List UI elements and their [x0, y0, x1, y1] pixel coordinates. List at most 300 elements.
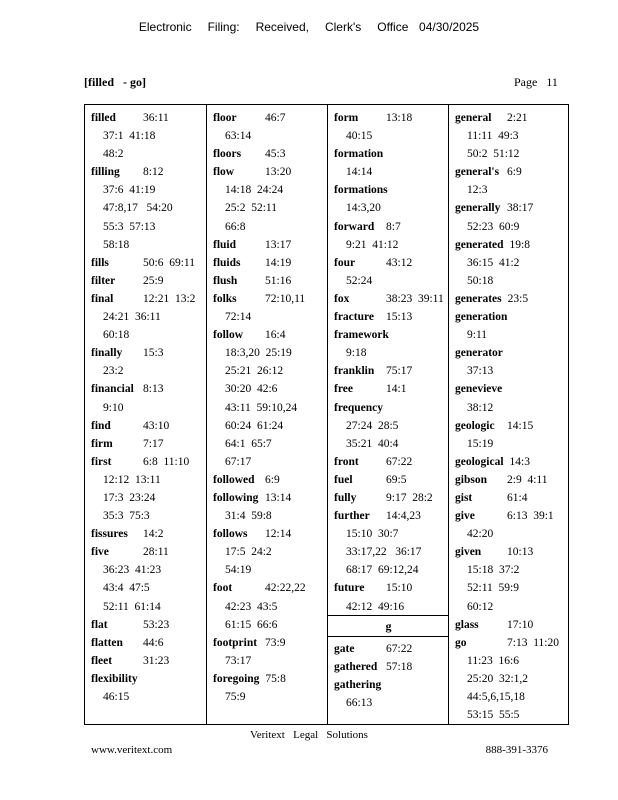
- page-line-refs: 66:13: [346, 697, 373, 710]
- page-line-refs: 50:18: [467, 274, 494, 287]
- entry-first-line: [91, 453, 200, 471]
- index-term: fracture: [334, 311, 375, 324]
- index-term: generator: [455, 347, 503, 360]
- entry-first-line: [91, 254, 200, 272]
- entries-col-3: [328, 105, 449, 616]
- page-line-refs: 51:16: [265, 274, 292, 287]
- index-term: firm: [91, 437, 113, 450]
- page-line-refs: 7:17: [143, 437, 164, 450]
- entry-first-line: [213, 145, 322, 163]
- entry-first-line: [91, 634, 200, 652]
- entry-first-line: [455, 308, 564, 326]
- entry-continuation-line: [334, 543, 443, 561]
- entry-first-line: [213, 634, 322, 652]
- index-entry: [91, 670, 200, 706]
- entries-col-2: [207, 105, 328, 706]
- index-entry: [91, 272, 200, 290]
- page-line-refs: 52:11 59:9: [467, 582, 519, 595]
- index-term: general's: [455, 166, 500, 179]
- entry-first-line: [334, 254, 443, 272]
- index-term: gist: [455, 491, 473, 504]
- index-entry: [91, 109, 200, 163]
- entry-first-line: [213, 579, 322, 597]
- entry-first-line: [91, 525, 200, 543]
- index-entry: [213, 670, 322, 706]
- index-term: franklin: [334, 365, 375, 378]
- index-entry: [91, 344, 200, 380]
- entry-continuation-line: [334, 236, 443, 254]
- page-line-refs: 36:23 41:23: [103, 564, 162, 577]
- index-column-3: [327, 105, 449, 724]
- entry-first-line: [334, 218, 443, 236]
- entry-first-line: [213, 471, 322, 489]
- page-line-refs: 16:4: [265, 329, 286, 342]
- page-line-refs: 28:11: [143, 546, 169, 559]
- index-entry: [455, 163, 564, 199]
- page-line-refs: 12:21 13:2: [143, 292, 196, 305]
- index-column-2: [206, 105, 328, 724]
- index-term: generated: [455, 238, 504, 251]
- index-term: generally: [455, 202, 501, 215]
- page-line-refs: 64:1 65:7: [225, 437, 272, 450]
- page-line-refs: 17:3 23:24: [103, 491, 156, 504]
- page-line-refs: 72:10,11: [265, 292, 306, 305]
- page-line-refs: 67:22: [386, 643, 413, 655]
- page-line-refs: 9:17 28:2: [386, 491, 433, 504]
- entry-continuation-line: [213, 507, 322, 525]
- index-term: fluid: [213, 238, 237, 251]
- page-line-refs: 43:4 47:5: [103, 582, 150, 595]
- index-term: generation: [455, 311, 508, 324]
- entry-first-line: [213, 236, 322, 254]
- entry-continuation-line: [213, 362, 322, 380]
- entry-continuation-line: [334, 694, 443, 712]
- page-line-refs: 13:20: [265, 166, 292, 179]
- page-line-refs: 38:23 39:11: [386, 292, 444, 305]
- entry-continuation-line: [455, 598, 564, 616]
- page-line-refs: 10:13: [507, 546, 534, 559]
- page-line-refs: 9:11: [467, 329, 488, 342]
- index-term: foot: [213, 582, 233, 595]
- entry-continuation-line: [91, 688, 200, 706]
- index-term: find: [91, 419, 111, 432]
- entry-first-line: [334, 109, 443, 127]
- entry-first-line: [455, 543, 564, 561]
- index-entry: [455, 344, 564, 380]
- index-term: foregoing: [213, 672, 260, 685]
- page-line-refs: 9:18: [346, 347, 367, 360]
- page-line-refs: 43:12: [386, 256, 413, 269]
- page-line-refs: 19:8: [509, 238, 530, 251]
- entry-continuation-line: [213, 598, 322, 616]
- page-line-refs: 15:13: [386, 311, 413, 324]
- page-line-refs: 12:12 13:11: [103, 473, 161, 486]
- index-entry: [91, 634, 200, 652]
- page-line-refs: 15:3: [143, 347, 164, 360]
- entry-first-line: [213, 326, 322, 344]
- index-entry: [455, 199, 564, 235]
- index-entry: [455, 507, 564, 543]
- entry-continuation-line: [213, 199, 322, 217]
- entry-continuation-line: [213, 181, 322, 199]
- index-term: flush: [213, 274, 238, 287]
- entry-continuation-line: [91, 326, 200, 344]
- entry-first-line: [334, 579, 443, 597]
- index-entry: [455, 290, 564, 308]
- footer-company: Veritext Legal Solutions: [250, 729, 368, 741]
- index-entry: [455, 489, 564, 507]
- entry-first-line: [455, 344, 564, 362]
- page-line-refs: 18:3,20 25:19: [225, 347, 292, 360]
- entry-continuation-line: [455, 127, 564, 145]
- index-entry: [213, 272, 322, 290]
- index-term: geological: [455, 455, 504, 468]
- entry-first-line: [91, 616, 200, 634]
- index-entry: [334, 145, 443, 181]
- page-line-refs: 7:13 11:20: [507, 636, 559, 649]
- page-line-refs: 25:20 32:1,2: [467, 672, 529, 685]
- index-term: flow: [213, 166, 235, 179]
- page-line-refs: 12:3: [467, 184, 488, 197]
- page-line-refs: 13:18: [386, 112, 413, 124]
- index-term: future: [334, 582, 365, 595]
- page-line-refs: 73:9: [265, 636, 286, 649]
- index-term: flexibility: [91, 672, 138, 685]
- entry-continuation-line: [455, 362, 564, 380]
- index-entry: [334, 254, 443, 290]
- page-line-refs: 11:11 49:3: [467, 130, 519, 143]
- entry-continuation-line: [455, 218, 564, 236]
- index-entry: [334, 109, 443, 145]
- page-line-refs: 38:17: [507, 202, 534, 215]
- entry-first-line: [334, 471, 443, 489]
- page-line-refs: 14:2: [143, 528, 164, 541]
- entry-continuation-line: [213, 399, 322, 417]
- index-entry: [213, 471, 322, 489]
- page-line-refs: 14:4,23: [386, 510, 421, 523]
- page-line-refs: 75:9: [225, 691, 246, 703]
- entry-first-line: [455, 199, 564, 217]
- index-entry: [334, 399, 443, 453]
- page-line-refs: 43:11 59:10,24: [225, 401, 298, 414]
- entry-continuation-line: [91, 399, 200, 417]
- entry-continuation-line: [334, 435, 443, 453]
- index-term: generates: [455, 292, 502, 305]
- page-line-refs: 52:23 60:9: [467, 220, 520, 233]
- index-entry: [213, 163, 322, 235]
- page-line-refs: 36:11: [143, 112, 169, 124]
- entry-first-line: [213, 254, 322, 272]
- entry-continuation-line: [213, 652, 322, 670]
- entry-continuation-line: [91, 507, 200, 525]
- entry-continuation-line: [91, 218, 200, 236]
- page-line-refs: 37:1 41:18: [103, 130, 156, 143]
- page-line-refs: 8:13: [143, 383, 164, 396]
- page-line-refs: 2:21: [507, 112, 528, 124]
- index-term: financial: [91, 383, 134, 396]
- entry-continuation-line: [91, 145, 200, 163]
- entry-first-line: [91, 435, 200, 453]
- index-entry: [334, 218, 443, 254]
- entry-first-line: [334, 181, 443, 199]
- page-line-refs: 37:6 41:19: [103, 184, 156, 197]
- index-entry: [213, 236, 322, 254]
- index-entry: [455, 236, 564, 290]
- entries-col-1: [85, 105, 206, 706]
- page-line-refs: 67:17: [225, 455, 252, 468]
- entry-first-line: [334, 326, 443, 344]
- page-line-refs: 25:2 52:11: [225, 202, 277, 215]
- entry-continuation-line: [213, 344, 322, 362]
- index-entry: [213, 109, 322, 145]
- page-line-refs: 9:10: [103, 401, 124, 414]
- entry-first-line: [334, 489, 443, 507]
- entry-first-line: [455, 616, 564, 634]
- page-number: Page 11: [514, 75, 558, 89]
- entry-first-line: [455, 109, 564, 127]
- entry-first-line: [455, 634, 564, 652]
- page-line-refs: 17:10: [507, 618, 534, 631]
- entry-continuation-line: [455, 652, 564, 670]
- page-line-refs: 69:5: [386, 473, 407, 486]
- entry-continuation-line: [213, 688, 322, 706]
- index-grid: [84, 104, 569, 725]
- entry-first-line: [213, 489, 322, 507]
- entry-continuation-line: [213, 417, 322, 435]
- page-line-refs: 75:8: [265, 672, 286, 685]
- index-entry: [334, 453, 443, 471]
- page-line-refs: 12:14: [265, 528, 292, 541]
- entry-first-line: [455, 471, 564, 489]
- page-line-refs: 24:21 36:11: [103, 311, 161, 324]
- page-line-refs: 60:18: [103, 329, 130, 342]
- page-line-refs: 53:15 55:5: [467, 709, 520, 722]
- entry-continuation-line: [334, 127, 443, 145]
- entry-first-line: [334, 362, 443, 380]
- index-entry: [91, 417, 200, 435]
- entry-first-line: [91, 543, 200, 561]
- page-line-refs: 25:21 26:12: [225, 365, 284, 378]
- index-term: following: [213, 491, 259, 504]
- page-line-refs: 52:24: [346, 274, 373, 287]
- index-entry: [334, 489, 443, 507]
- index-term: fully: [334, 491, 357, 504]
- index-entry: [455, 471, 564, 489]
- entry-continuation-line: [213, 127, 322, 145]
- index-entry: [455, 543, 564, 615]
- index-term: gibson: [455, 473, 487, 486]
- page-line-refs: 47:8,17 54:20: [103, 202, 173, 215]
- entry-first-line: [334, 676, 443, 694]
- page-line-refs: 23:2: [103, 365, 124, 378]
- index-entry: [455, 380, 564, 416]
- index-term: fox: [334, 292, 350, 305]
- page-line-refs: 6:9: [507, 166, 522, 179]
- entry-first-line: [334, 507, 443, 525]
- index-term: flatten: [91, 636, 123, 649]
- page-line-refs: 60:12: [467, 600, 494, 613]
- page-line-refs: 6:13 39:1: [507, 510, 554, 523]
- index-term: gate: [334, 643, 355, 655]
- index-term: further: [334, 510, 370, 523]
- index-term: gathered: [334, 661, 378, 674]
- entry-continuation-line: [455, 326, 564, 344]
- index-term: go: [455, 636, 467, 649]
- page-line-refs: 68:17 69:12,24: [346, 564, 419, 577]
- entry-continuation-line: [91, 308, 200, 326]
- page-line-refs: 46:15: [103, 691, 130, 703]
- index-entry: [455, 109, 564, 163]
- index-term: given: [455, 546, 482, 559]
- entry-continuation-line: [213, 435, 322, 453]
- page-line-refs: 2:9 4:11: [507, 473, 548, 486]
- page-line-refs: 54:19: [225, 564, 252, 577]
- index-term: general: [455, 112, 492, 124]
- page-line-refs: 67:22: [386, 455, 413, 468]
- entry-first-line: [213, 163, 322, 181]
- page-line-refs: 6:8 11:10: [143, 455, 190, 468]
- index-entry: [213, 254, 322, 272]
- page-line-refs: 9:21 41:12: [346, 238, 399, 251]
- page-line-refs: 75:17: [386, 365, 413, 378]
- index-entry: [91, 380, 200, 416]
- index-entry: [334, 676, 443, 712]
- entry-continuation-line: [91, 199, 200, 217]
- page-line-refs: 27:24 28:5: [346, 419, 399, 432]
- index-entry: [334, 380, 443, 398]
- footer-website: www.veritext.com: [91, 744, 173, 756]
- index-term: floors: [213, 148, 242, 161]
- index-term: genevieve: [455, 383, 503, 396]
- page-line-refs: 25:9: [143, 274, 164, 287]
- entry-continuation-line: [91, 127, 200, 145]
- index-term: fills: [91, 256, 109, 269]
- page-line-refs: 61:4: [507, 491, 528, 504]
- page-line-refs: 52:11 61:14: [103, 600, 161, 613]
- index-term: filled: [91, 112, 116, 124]
- index-term: followed: [213, 473, 255, 486]
- entry-first-line: [91, 670, 200, 688]
- index-term: fleet: [91, 654, 113, 667]
- page-line-refs: 33:17,22 36:17: [346, 546, 422, 559]
- entry-continuation-line: [334, 525, 443, 543]
- filing-stamp: Electronic Filing: Received, Clerk's Office 04/30/2025: [138, 20, 480, 34]
- index-entry: [334, 507, 443, 579]
- page-line-refs: 14:3: [509, 455, 530, 468]
- page-line-refs: 48:2: [103, 148, 124, 161]
- entry-continuation-line: [334, 163, 443, 181]
- page-line-refs: 8:7: [386, 220, 401, 233]
- page-line-refs: 40:15: [346, 130, 373, 143]
- page-line-refs: 45:3: [265, 148, 286, 161]
- entry-continuation-line: [455, 399, 564, 417]
- entry-first-line: [455, 453, 564, 471]
- index-entry: [91, 453, 200, 525]
- index-entry: [455, 417, 564, 453]
- entry-first-line: [334, 290, 443, 308]
- page-line-refs: 58:18: [103, 238, 130, 251]
- index-entry: [334, 471, 443, 489]
- page-line-refs: 6:9: [265, 473, 280, 486]
- index-term: formations: [334, 184, 388, 197]
- page-line-refs: 11:23 16:6: [467, 654, 519, 667]
- index-entry: [455, 308, 564, 344]
- index-entry: [334, 326, 443, 362]
- index-term: frequency: [334, 401, 383, 414]
- entry-continuation-line: [334, 344, 443, 362]
- page-line-refs: 53:23: [143, 618, 170, 631]
- index-entry: [455, 616, 564, 634]
- index-column-4: [448, 105, 570, 724]
- page-line-refs: 44:5,6,15,18: [467, 691, 525, 703]
- entry-first-line: [334, 308, 443, 326]
- entry-first-line: [334, 399, 443, 417]
- index-entry: [91, 435, 200, 453]
- index-entry: [91, 163, 200, 253]
- entry-first-line: [213, 109, 322, 127]
- section-letter: g: [328, 615, 449, 637]
- entry-continuation-line: [334, 272, 443, 290]
- entry-continuation-line: [455, 181, 564, 199]
- index-term: footprint: [213, 636, 258, 649]
- index-term: filter: [91, 274, 116, 287]
- entry-continuation-line: [455, 272, 564, 290]
- page-line-refs: 17:5 24:2: [225, 546, 272, 559]
- entry-first-line: [91, 163, 200, 181]
- index-entry: [334, 181, 443, 217]
- entry-continuation-line: [455, 525, 564, 543]
- index-term: final: [91, 292, 114, 305]
- entry-first-line: [455, 489, 564, 507]
- entry-continuation-line: [91, 561, 200, 579]
- footer-phone: 888-391-3376: [485, 744, 548, 756]
- page-line-refs: 66:8: [225, 220, 246, 233]
- index-entry: [334, 658, 443, 676]
- page-line-refs: 14:15: [507, 419, 534, 432]
- entry-continuation-line: [455, 254, 564, 272]
- index-term: flat: [91, 618, 108, 631]
- page-line-refs: 63:14: [225, 130, 252, 143]
- entry-continuation-line: [455, 561, 564, 579]
- page-line-refs: 43:10: [143, 419, 170, 432]
- index-entry: [91, 254, 200, 272]
- index-term: filling: [91, 166, 120, 179]
- page-line-refs: 37:13: [467, 365, 494, 378]
- index-term: floor: [213, 112, 237, 124]
- page-line-refs: 14:19: [265, 256, 292, 269]
- entry-first-line: [91, 109, 200, 127]
- index-entry: [334, 640, 443, 658]
- entry-continuation-line: [334, 598, 443, 616]
- page-line-refs: 35:3 75:3: [103, 510, 150, 523]
- index-term: glass: [455, 618, 479, 631]
- entry-continuation-line: [213, 218, 322, 236]
- entry-first-line: [334, 145, 443, 163]
- index-term: free: [334, 383, 353, 396]
- index-term: geologic: [455, 419, 495, 432]
- page-line-refs: 61:15 66:6: [225, 618, 278, 631]
- entry-first-line: [91, 417, 200, 435]
- index-entry: [91, 616, 200, 634]
- page-line-refs: 60:24 61:24: [225, 419, 284, 432]
- page-line-refs: 44:6: [143, 636, 164, 649]
- entry-continuation-line: [334, 199, 443, 217]
- entry-first-line: [91, 380, 200, 398]
- page-line-refs: 38:12: [467, 401, 494, 414]
- page-line-refs: 15:10 30:7: [346, 528, 399, 541]
- entry-first-line: [455, 163, 564, 181]
- page-line-refs: 13:17: [265, 238, 292, 251]
